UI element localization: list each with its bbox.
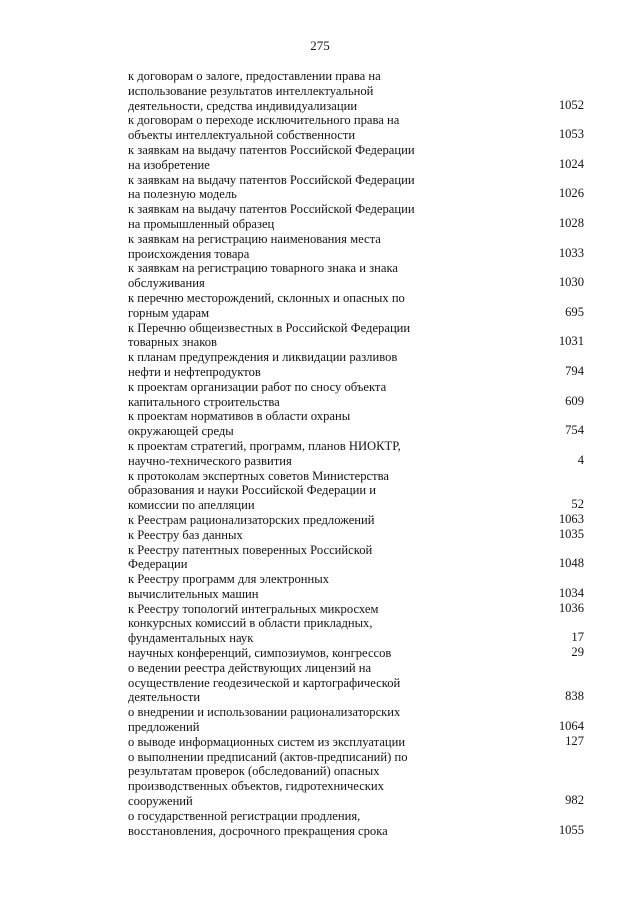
- index-entry-title: [128, 321, 428, 351]
- index-entry-line: к Реестру патентных поверенных Российской: [128, 542, 373, 557]
- index-entry-title: [128, 705, 428, 735]
- index-entry-page-number: 794: [565, 363, 584, 378]
- index-entry: [128, 69, 584, 113]
- index-entry-line: восстановления, досрочного прекращения срока: [128, 823, 388, 838]
- index-entry-page-number: 4: [577, 452, 584, 467]
- index-entry-line: образования и науки Российской Федерации и: [128, 483, 377, 498]
- index-entry: [128, 469, 584, 513]
- index-entry-line: о ведении реестра действующих лицензий на: [128, 660, 372, 675]
- index-entry-line: к проектам нормативов в области охраны: [128, 409, 351, 424]
- index-entry-line: к Реестру топологий интегральных микросхем: [128, 601, 379, 616]
- index-entry-line: окружающей среды: [128, 424, 234, 439]
- index-entry-line: о внедрении и использовании рационализаторских: [128, 705, 401, 720]
- index-entry-page-number: 1034: [558, 585, 584, 600]
- index-entry-line: вычислительных машин: [128, 586, 259, 601]
- index-entry-title: [128, 173, 428, 203]
- index-entry-line: научных конференций, симпозиумов, конгрессов: [128, 646, 392, 661]
- index-entry: [128, 543, 584, 573]
- index-entry-title: [128, 528, 428, 543]
- page-number: 275: [310, 38, 330, 53]
- index-entry-title: [128, 469, 428, 513]
- index-entry: [128, 616, 584, 646]
- index-entry: [128, 602, 584, 617]
- index-entry-line: сооружений: [128, 794, 193, 809]
- index-entry: [128, 350, 584, 380]
- index-entry-line: к проектам стратегий, программ, планов НИОКТР,: [128, 438, 401, 453]
- index-entry-title: [128, 380, 428, 410]
- index-entry-page-number: 1052: [558, 97, 584, 112]
- index-entry-title: [128, 602, 428, 617]
- index-entry: [128, 646, 584, 661]
- index-entry-line: к договорам о переходе исключительного права на: [128, 113, 400, 128]
- index-entry: [128, 661, 584, 705]
- index-entry: [128, 409, 584, 439]
- index-entry-title: [128, 750, 428, 809]
- index-entry: [128, 809, 584, 839]
- index-entry-line: к Реестру программ для электронных: [128, 572, 330, 587]
- index-entry-title: [128, 543, 428, 573]
- index-entry-line: о государственной регистрации продления,: [128, 808, 361, 823]
- index-entry: [128, 173, 584, 203]
- index-entry-page-number: 1048: [558, 556, 584, 571]
- index-entry-line: Федерации: [128, 557, 188, 572]
- index-entry: [128, 113, 584, 143]
- index-entry: [128, 439, 584, 469]
- index-entry: [128, 750, 584, 809]
- index-entry-line: к протоколам экспертных советов Министерства: [128, 468, 390, 483]
- index-entry-page-number: 127: [565, 733, 584, 748]
- index-entry-page-number: 1064: [558, 719, 584, 734]
- index-entry-page-number: 1031: [558, 334, 584, 349]
- index-entry-line: на изобретение: [128, 157, 210, 172]
- index-entry-page-number: 1063: [558, 511, 584, 526]
- index-entry-line: к заявкам на регистрацию товарного знака и знака: [128, 261, 398, 276]
- index-entry-line: к заявкам на выдачу патентов Российской Федерации: [128, 202, 415, 217]
- index-entry: [128, 572, 584, 602]
- index-entry-page-number: 52: [571, 497, 584, 512]
- index-entry-line: капитального строительства: [128, 394, 280, 409]
- index-entry-line: обслуживания: [128, 276, 205, 291]
- index-entry-title: [128, 350, 428, 380]
- index-entry-line: к Реестру баз данных: [128, 527, 243, 542]
- index-entry-line: к заявкам на выдачу патентов Российской Федерации: [128, 172, 415, 187]
- index-entry-title: [128, 572, 428, 602]
- index-entry-title: [128, 646, 428, 661]
- index-entry-line: объекты интеллектуальной собственности: [128, 128, 356, 143]
- index-entry-page-number: 982: [565, 793, 584, 808]
- index-entry-line: комиссии по апелляции: [128, 498, 255, 513]
- index-entry-line: деятельности: [128, 690, 201, 705]
- index-entry-line: нефти и нефтепродуктов: [128, 364, 261, 379]
- index-entry-line: деятельности, средства индивидуализации: [128, 98, 358, 113]
- index-entry: [128, 291, 584, 321]
- index-entry-title: [128, 113, 428, 143]
- index-entry-page-number: 1033: [558, 245, 584, 260]
- index-entry-line: происхождения товара: [128, 246, 250, 261]
- index-entry-page-number: 1026: [558, 186, 584, 201]
- index-entry: [128, 705, 584, 735]
- index-entry: [128, 321, 584, 351]
- index-entry-title: [128, 809, 428, 839]
- index-entry-page-number: 1036: [558, 600, 584, 615]
- index-entry-line: к проектам организации работ по сносу объекта: [128, 379, 387, 394]
- index-entry-page-number: 609: [565, 393, 584, 408]
- index-entry-line: к заявкам на выдачу патентов Российской Федерации: [128, 142, 415, 157]
- index-entry-page-number: 17: [571, 630, 584, 645]
- index-entry-line: использование результатов интеллектуальной: [128, 83, 374, 98]
- index-entry: [128, 261, 584, 291]
- index-entry-title: [128, 143, 428, 173]
- index-entry-title: [128, 291, 428, 321]
- index-entry-line: к планам предупреждения и ликвидации разливов: [128, 350, 398, 365]
- index-entry: [128, 143, 584, 173]
- index-entry-line: горным ударам: [128, 305, 210, 320]
- index-entry-line: конкурсных комиссий в области прикладных,: [128, 616, 373, 631]
- index-entry-line: к заявкам на регистрацию наименования места: [128, 231, 381, 246]
- index-entry-title: [128, 616, 428, 646]
- index-entry: [128, 202, 584, 232]
- index-entry-title: [128, 439, 428, 469]
- index-entry-page-number: 1028: [558, 215, 584, 230]
- index-entry-line: на полезную модель: [128, 187, 237, 202]
- index-entry-line: фундаментальных наук: [128, 631, 254, 646]
- index-entry: [128, 513, 584, 528]
- index-entry-page-number: 29: [571, 645, 584, 660]
- index-entry-line: о выполнении предписаний (актов-предписаний) по: [128, 749, 408, 764]
- index-entry-line: результатам проверок (обследований) опасных: [128, 764, 380, 779]
- index-entry-page-number: 1053: [558, 127, 584, 142]
- index-entry-line: на промышленный образец: [128, 216, 275, 231]
- index-entry-page-number: 1035: [558, 526, 584, 541]
- index-entry-page-number: 754: [565, 423, 584, 438]
- index-entry: [128, 232, 584, 262]
- index-entry: [128, 528, 584, 543]
- index-entry-page-number: 838: [565, 689, 584, 704]
- index-entry-title: [128, 735, 428, 750]
- index-entry-line: научно-технического развития: [128, 453, 292, 468]
- index-entry-page-number: 695: [565, 304, 584, 319]
- index-entry: [128, 380, 584, 410]
- index-entry-line: товарных знаков: [128, 335, 217, 350]
- index-entry-page-number: 1055: [558, 822, 584, 837]
- index-entry-title: [128, 661, 428, 705]
- index-entry-line: осуществление геодезической и картографической: [128, 675, 401, 690]
- index-entry-title: [128, 232, 428, 262]
- index-entries-list: [128, 69, 584, 838]
- index-entry-title: [128, 202, 428, 232]
- index-entry-title: [128, 261, 428, 291]
- index-entry-line: о выводе информационных систем из эксплуатации: [128, 734, 406, 749]
- index-entry-page-number: 1024: [558, 156, 584, 171]
- index-entry-title: [128, 409, 428, 439]
- index-entry-line: предложений: [128, 720, 200, 735]
- index-entry: [128, 735, 584, 750]
- index-entry-title: [128, 513, 428, 528]
- index-entry-line: производственных объектов, гидротехнических: [128, 779, 384, 794]
- index-entry-title: [128, 69, 428, 113]
- index-entry-line: к Реестрам рационализаторских предложений: [128, 512, 375, 527]
- index-entry-line: к договорам о залоге, предоставлении права на: [128, 69, 381, 83]
- index-entry-line: к Перечню общеизвестных в Российской Федерации: [128, 320, 411, 335]
- index-entry-line: к перечню месторождений, склонных и опасных по: [128, 290, 405, 305]
- index-entry-page-number: 1030: [558, 275, 584, 290]
